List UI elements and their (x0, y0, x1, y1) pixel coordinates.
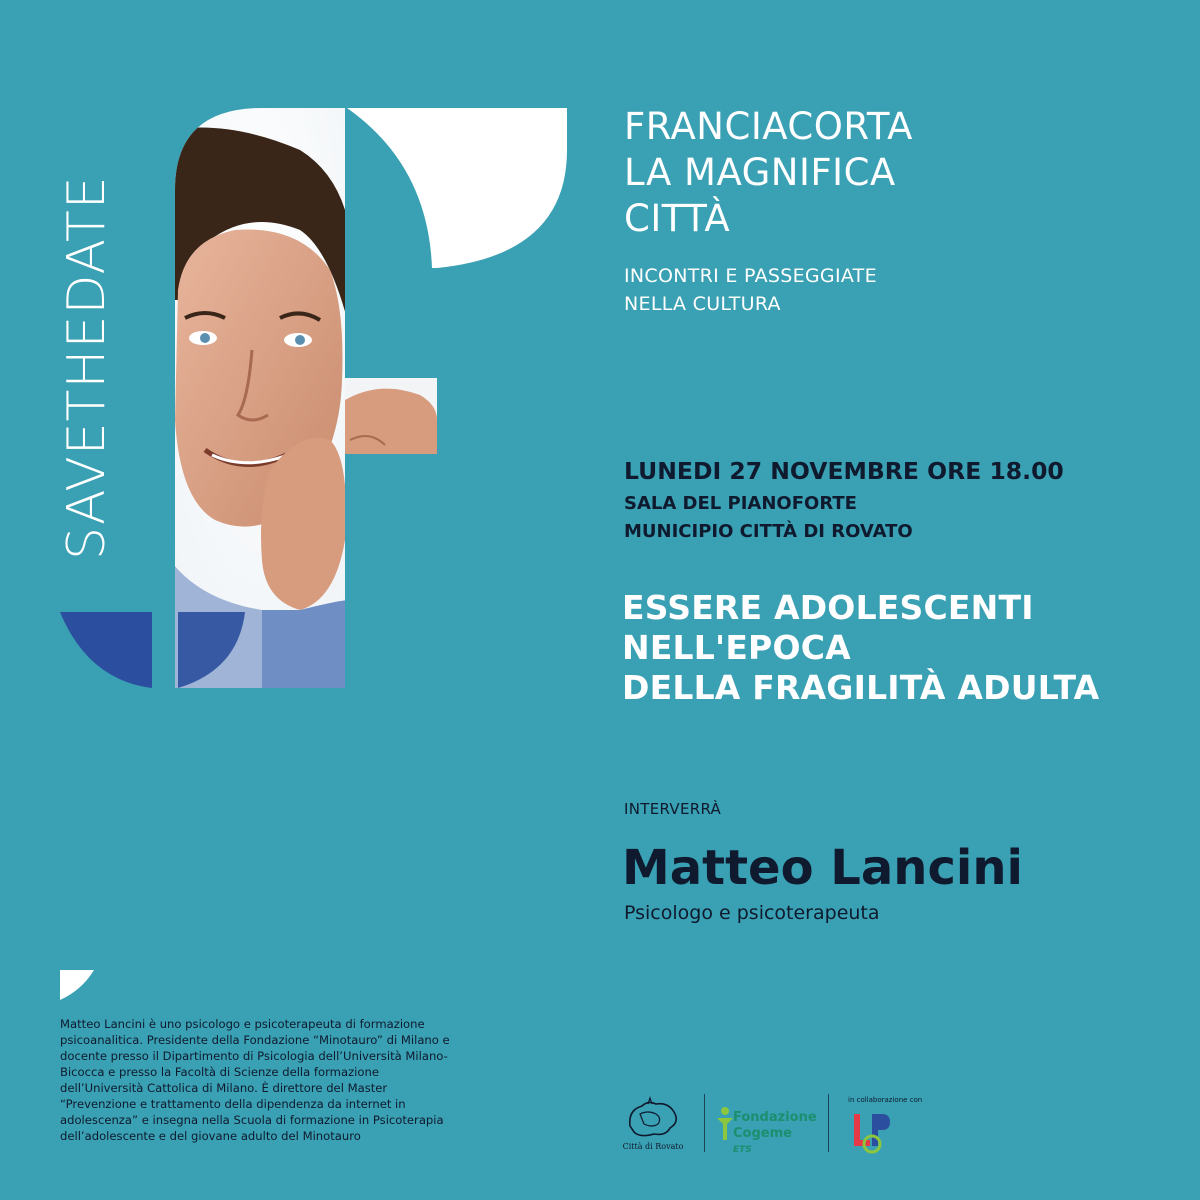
event-venue-line: MUNICIPIO CITTÀ DI ROVATO (624, 521, 913, 542)
festival-subtitle-line: NELLA CULTURA (624, 293, 781, 315)
speaker-intro: INTERVERRÀ (624, 800, 722, 818)
festival-title (624, 104, 1144, 242)
speaker-name: Matteo Lancini (622, 840, 1023, 896)
flag-icon (60, 970, 94, 1000)
festival-title-line: FRANCIACORTA (624, 105, 913, 148)
event-venue (624, 490, 1184, 546)
figure-icon (715, 1106, 735, 1142)
talk-title (622, 588, 1192, 708)
save-the-date-label: SAVETHEDATE (57, 175, 117, 560)
talk-title-line: ESSERE ADOLESCENTI (622, 588, 1034, 627)
talk-title-line: DELLA FRAGILITÀ ADULTA (622, 668, 1100, 707)
rovato-logo (618, 1096, 688, 1156)
f-flag-top (347, 108, 567, 268)
footer-divider (704, 1094, 705, 1152)
f-base-left (60, 612, 152, 688)
footer-divider (828, 1094, 829, 1152)
rovato-label: Città di Rovato (622, 1142, 684, 1151)
footer-logos (600, 1090, 960, 1160)
festival-title-line: LA MAGNIFICA (624, 151, 896, 194)
collab-label: in collaborazione con (848, 1096, 923, 1104)
lr-logo-icon (848, 1110, 892, 1154)
talk-title-line: NELL'EPOCA (622, 628, 851, 667)
festival-subtitle (624, 262, 1144, 318)
cogeme-ets: ETS (733, 1145, 752, 1155)
hand-crop (345, 378, 437, 454)
f-logo-portrait (0, 0, 600, 700)
festival-subtitle-line: INCONTRI E PASSEGGIATE (624, 265, 877, 287)
cogeme-name: Cogeme (733, 1126, 792, 1141)
cogeme-name-line1: Fondazione (733, 1110, 817, 1125)
speaker-bio: Matteo Lancini è uno psicologo e psicoterapeuta di formazione psicoanalitica. Presidente della Fondazione “Minotauro” di Milano e docente presso il Dipartimento di Psicologia dell’Università Milano-Bicocca e presso la Facoltà di Scienze della formazione dell’Università Cattolica di Milano. È direttore del Master “Prevenzione e trattamento della dipendenza da internet in adolescenza” e insegna nella Scuola di formazione in Psicoterapia dell’adolescente e del giovane adulto del Minotauro (60, 1017, 450, 1143)
event-date: LUNEDI 27 NOVEMBRE ORE 18.00 (624, 457, 1064, 485)
cogeme-logo (715, 1102, 817, 1155)
cogeme-name-line2 (733, 1126, 815, 1156)
event-venue-line: SALA DEL PIANOFORTE (624, 493, 857, 514)
lion-crest-icon (618, 1096, 688, 1140)
speaker-role: Psicologo e psicoterapeuta (624, 902, 880, 924)
portrait-photo (170, 100, 350, 700)
festival-title-line: CITTÀ (624, 197, 731, 240)
